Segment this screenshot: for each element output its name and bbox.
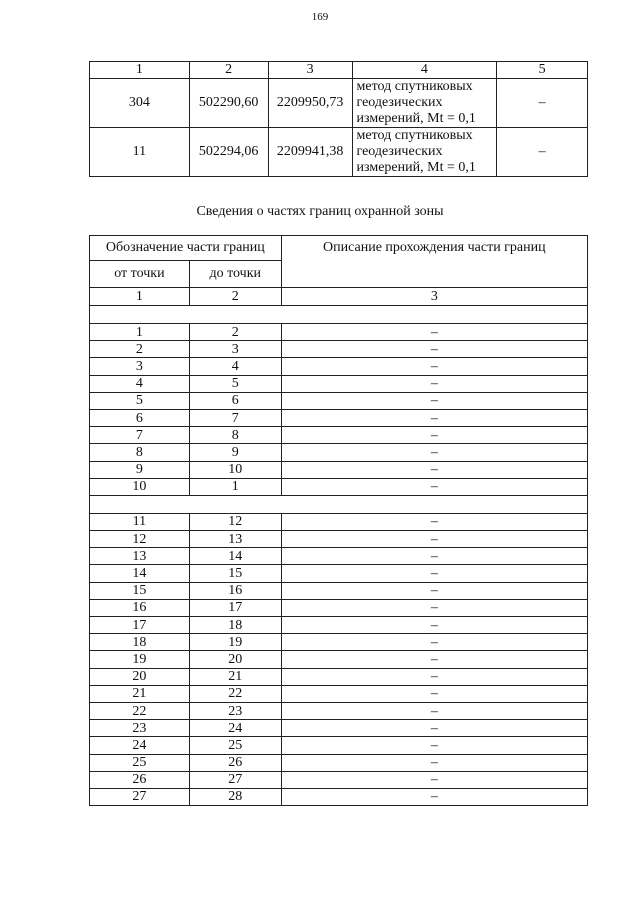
- table-row: [90, 392, 588, 409]
- table-row: [90, 128, 588, 177]
- to-point: 16: [189, 582, 281, 599]
- table-row: [90, 531, 588, 548]
- from-point: 26: [90, 771, 190, 788]
- column-number: 4: [352, 62, 497, 79]
- to-point: 5: [189, 375, 281, 392]
- from-point: 16: [90, 599, 190, 616]
- description: –: [281, 444, 587, 461]
- table-row: [90, 617, 588, 634]
- from-point: 19: [90, 651, 190, 668]
- method-line: метод спутниковых: [356, 128, 473, 143]
- to-point: 26: [189, 754, 281, 771]
- group-separator-row: [90, 495, 588, 513]
- coordinate-x: 502290,60: [189, 79, 268, 128]
- to-point: 7: [189, 409, 281, 426]
- point-number: 11: [90, 128, 190, 177]
- description: –: [281, 685, 587, 702]
- header-designation: Обозначение части границ: [90, 236, 282, 261]
- table-row: [90, 548, 588, 565]
- to-point: 8: [189, 427, 281, 444]
- to-point: 3: [189, 341, 281, 358]
- column-number: 1: [90, 288, 190, 306]
- from-point: 15: [90, 582, 190, 599]
- header-from-point: от точки: [90, 261, 190, 288]
- description: –: [281, 737, 587, 754]
- method-line: измерений, Mt = 0,1: [356, 160, 476, 175]
- description: –: [281, 599, 587, 616]
- description: –: [281, 513, 587, 530]
- table-row: [90, 754, 588, 771]
- to-point: 6: [189, 392, 281, 409]
- section-title: Сведения о частях границ охранной зоны: [196, 204, 444, 219]
- description: –: [281, 324, 587, 341]
- table-row: [90, 599, 588, 616]
- to-point: 23: [189, 702, 281, 719]
- table-row: [90, 651, 588, 668]
- from-point: 17: [90, 617, 190, 634]
- table-row: [90, 79, 588, 128]
- from-point: 6: [90, 409, 190, 426]
- description: –: [281, 427, 587, 444]
- table-row: [90, 409, 588, 426]
- table-row: [90, 702, 588, 719]
- to-point: 1: [189, 478, 281, 495]
- description: –: [281, 531, 587, 548]
- from-point: 11: [90, 513, 190, 530]
- page-number: 169: [311, 11, 329, 23]
- header-description: Описание прохождения части границ: [281, 236, 587, 288]
- from-point: 22: [90, 702, 190, 719]
- description: –: [281, 461, 587, 478]
- table-row: [90, 788, 588, 805]
- to-point: 28: [189, 788, 281, 805]
- group-separator-row: [90, 306, 588, 324]
- description: –: [281, 754, 587, 771]
- to-point: 15: [189, 565, 281, 582]
- to-point: 2: [189, 324, 281, 341]
- description: –: [281, 341, 587, 358]
- method-line: геодезических: [356, 95, 443, 110]
- from-point: 12: [90, 531, 190, 548]
- table-row: [90, 771, 588, 788]
- table-row: [90, 582, 588, 599]
- description: –: [281, 478, 587, 495]
- method-line: геодезических: [356, 144, 443, 159]
- table-header-row: [90, 236, 588, 261]
- from-point: 18: [90, 634, 190, 651]
- description: –: [281, 358, 587, 375]
- description: –: [281, 668, 587, 685]
- table-row: [90, 461, 588, 478]
- column-number-row: [90, 288, 588, 306]
- from-point: 23: [90, 720, 190, 737]
- from-point: 27: [90, 788, 190, 805]
- from-point: 9: [90, 461, 190, 478]
- to-point: 24: [189, 720, 281, 737]
- column-number: 2: [189, 288, 281, 306]
- table-row: [90, 358, 588, 375]
- to-point: 13: [189, 531, 281, 548]
- table-row: [90, 324, 588, 341]
- from-point: 25: [90, 754, 190, 771]
- description: –: [281, 548, 587, 565]
- description: –: [281, 409, 587, 426]
- from-point: 3: [90, 358, 190, 375]
- column-number: 3: [268, 62, 352, 79]
- note-cell: –: [497, 79, 588, 128]
- from-point: 24: [90, 737, 190, 754]
- to-point: 25: [189, 737, 281, 754]
- description: –: [281, 651, 587, 668]
- to-point: 17: [189, 599, 281, 616]
- boundary-parts-table: [89, 235, 588, 806]
- to-point: 18: [189, 617, 281, 634]
- table-row: [90, 565, 588, 582]
- description: –: [281, 565, 587, 582]
- separator-cell: [90, 306, 588, 324]
- description: –: [281, 582, 587, 599]
- note-cell: –: [497, 128, 588, 177]
- method-description: [352, 79, 497, 128]
- table-row: [90, 444, 588, 461]
- to-point: 9: [189, 444, 281, 461]
- description: –: [281, 634, 587, 651]
- table-row: [90, 737, 588, 754]
- table-row: [90, 427, 588, 444]
- column-number: 2: [189, 62, 268, 79]
- header-to-point: до точки: [189, 261, 281, 288]
- table-row: [90, 685, 588, 702]
- coordinate-y: 2209950,73: [268, 79, 352, 128]
- table-row: [90, 375, 588, 392]
- description: –: [281, 617, 587, 634]
- description: –: [281, 720, 587, 737]
- table-row: [90, 513, 588, 530]
- from-point: 20: [90, 668, 190, 685]
- table-row: [90, 668, 588, 685]
- from-point: 1: [90, 324, 190, 341]
- to-point: 22: [189, 685, 281, 702]
- to-point: 21: [189, 668, 281, 685]
- from-point: 2: [90, 341, 190, 358]
- from-point: 14: [90, 565, 190, 582]
- method-line: измерений, Mt = 0,1: [356, 111, 476, 126]
- to-point: 10: [189, 461, 281, 478]
- method-line: метод спутниковых: [356, 79, 473, 94]
- table-header-row: [90, 62, 588, 79]
- point-number: 304: [90, 79, 190, 128]
- to-point: 4: [189, 358, 281, 375]
- from-point: 13: [90, 548, 190, 565]
- table-row: [90, 341, 588, 358]
- coordinate-y: 2209941,38: [268, 128, 352, 177]
- description: –: [281, 392, 587, 409]
- to-point: 14: [189, 548, 281, 565]
- from-point: 21: [90, 685, 190, 702]
- table-row: [90, 720, 588, 737]
- from-point: 7: [90, 427, 190, 444]
- from-point: 5: [90, 392, 190, 409]
- column-number: 5: [497, 62, 588, 79]
- separator-cell: [90, 495, 588, 513]
- to-point: 27: [189, 771, 281, 788]
- description: –: [281, 788, 587, 805]
- from-point: 4: [90, 375, 190, 392]
- column-number: 1: [90, 62, 190, 79]
- coordinate-x: 502294,06: [189, 128, 268, 177]
- to-point: 20: [189, 651, 281, 668]
- to-point: 19: [189, 634, 281, 651]
- column-number: 3: [281, 288, 587, 306]
- description: –: [281, 771, 587, 788]
- table-row: [90, 634, 588, 651]
- table-row: [90, 478, 588, 495]
- from-point: 8: [90, 444, 190, 461]
- method-description: [352, 128, 497, 177]
- description: –: [281, 375, 587, 392]
- description: –: [281, 702, 587, 719]
- from-point: 10: [90, 478, 190, 495]
- to-point: 12: [189, 513, 281, 530]
- coordinates-table: [89, 61, 588, 177]
